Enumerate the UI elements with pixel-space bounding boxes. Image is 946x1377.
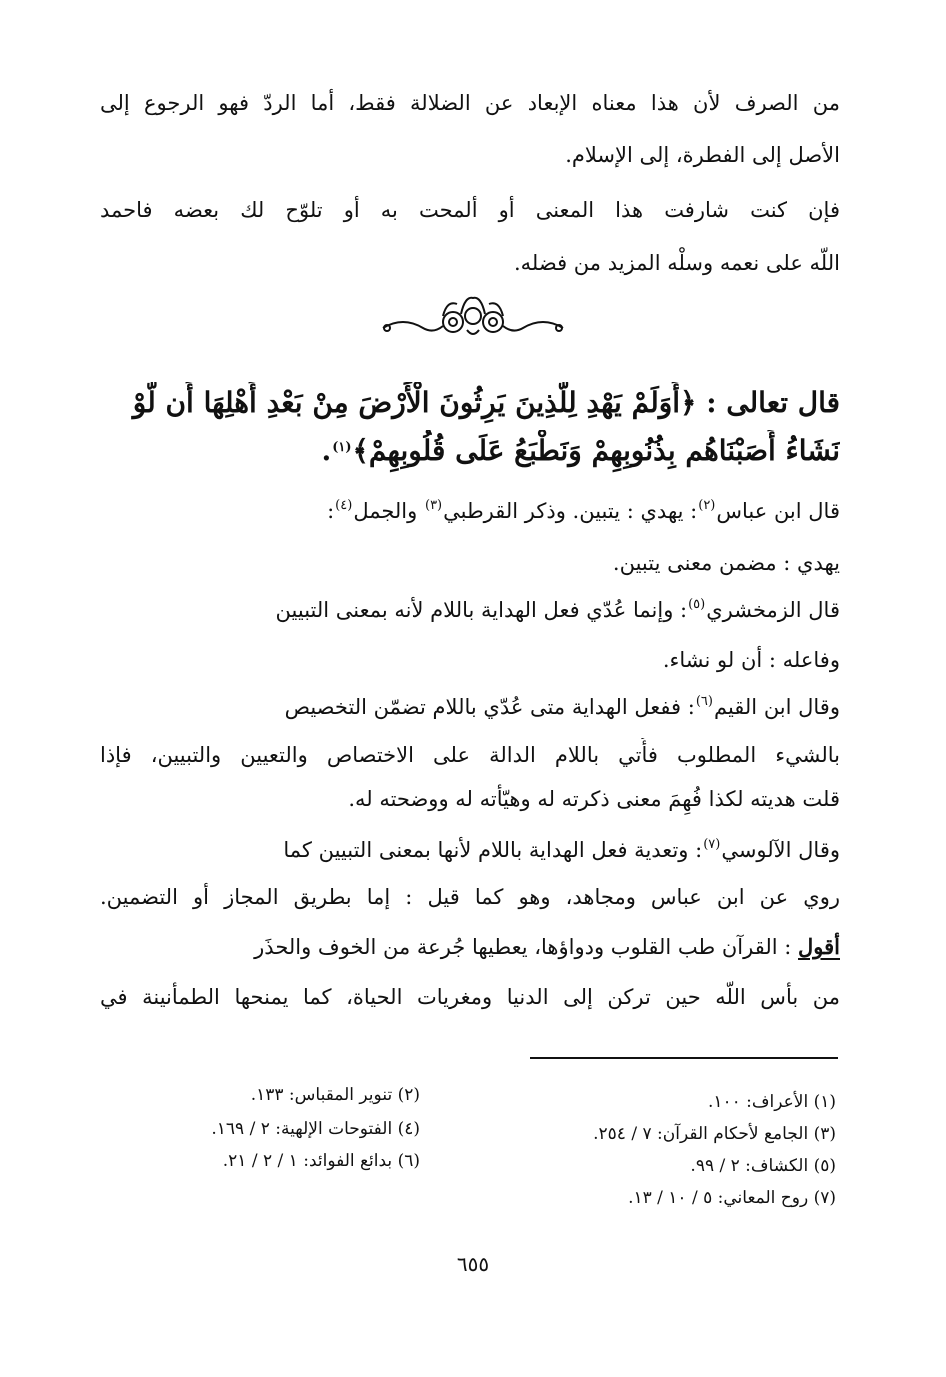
paragraph-2-line-2: اللّه على نعمه وسلْه المزيد من فضله. [513, 251, 840, 275]
footnote-6: (٦) بدائع الفوائد: ١ / ٢ / ٢١. [222, 1151, 420, 1171]
paragraph-4-text-b: : وإنما عُدّي فعل الهداية باللام لأنه بمعنى التبيين [275, 598, 688, 622]
paragraph-5-line-3: قلت هديته لكذا فُهِمَ معنى ذكرته له وهيّأته له ووضحته له. [348, 787, 840, 811]
paragraph-3-line-2: يهدي : مضمن معنى يتبين. [612, 551, 840, 575]
footnote-3: (٣) الجامع لأحكام القرآن: ٧ / ٢٥٤. [593, 1124, 836, 1144]
paragraph-2-line-1: فإن كنت شارفت هذا المعنى أو ألمحت به أو تلوّح لك بعضه فاحمد [100, 198, 840, 222]
verse-text-1: ﴿أَوَلَمْ يَهْدِ لِلَّذِينَ يَرِثُونَ الْأَرْضَ مِنْ بَعْدِ أَهْلِهَا أَن لَّوْ [132, 386, 697, 419]
verse-line-1 [100, 382, 840, 424]
verse-period: . [321, 434, 332, 467]
footnote-ref-2: (٢) [698, 498, 716, 513]
footnote-7: (٧) روح المعاني: ٥ / ١٠ / ١٣. [628, 1188, 836, 1208]
footnote-ref-1: (١) [332, 440, 352, 455]
footnote-ref-7: (٧) [703, 837, 721, 852]
paragraph-4-line-2: وفاعله : أن لو نشاء. [662, 648, 840, 672]
paragraph-4-line-1 [100, 593, 840, 631]
footnote-4: (٤) الفتوحات الإلهية: ٢ / ١٦٩. [211, 1119, 420, 1139]
paragraph-3-text-b: : يهدي : يتبين. وذكر القرطبي [443, 499, 698, 523]
paragraph-7-line-1 [100, 930, 840, 964]
paragraph-5-text-b: : ففعل الهداية متى عُدّي باللام تضمّن التخصيص [284, 695, 695, 719]
footnote-ref-6: (٦) [695, 694, 713, 709]
footnote-5: (٥) الكشاف: ٢ / ٩٩. [690, 1156, 836, 1176]
paragraph-5-line-1 [100, 690, 840, 728]
footnote-1: (١) الأعراف: ١٠٠. [707, 1092, 836, 1112]
verse-intro: قال تعالى : [706, 386, 840, 419]
floral-divider-icon [373, 286, 573, 346]
verse-line-2 [100, 430, 840, 478]
footnote-ref-4: (٤) [335, 498, 353, 513]
paragraph-1-line-2: الأصل إلى الفطرة، إلى الإسلام. [565, 143, 840, 167]
paragraph-6-text-a: وقال الآلوسي [721, 838, 840, 862]
paragraph-5-line-2: بالشيء المطلوب فأُتي باللام الدالة على الاختصاص والتعيين والتبيين، فإذا [100, 743, 840, 767]
paragraph-1-line-1: من الصرف لأن هذا معناه الإبعاد عن الضلالة فقط، أما الردّ فهو الرجوع إلى [100, 91, 840, 115]
paragraph-3-line-1 [100, 494, 840, 532]
footnote-separator [530, 1057, 838, 1059]
paragraph-6-text-b: : وتعدية فعل الهداية باللام لأنها بمعنى التبيين كما [283, 838, 703, 862]
paragraph-7-lead-word: أقول [798, 934, 840, 959]
paragraph-3-text-c: والجمل [353, 499, 418, 523]
paragraph-6-line-2: روي عن ابن عباس ومجاهد، وهو كما قيل : إما بطريق المجاز أو التضمين. [100, 885, 840, 909]
paragraph-4-text-a: قال الزمخشري [706, 598, 840, 622]
paragraph-7-text-a: : القرآن طب القلوب ودواؤها، يعطيها جُرعة من الخوف والحذَر [254, 935, 799, 959]
paragraph-5-text-a: وقال ابن القيم [713, 695, 840, 719]
paragraph-3-text-a: قال ابن عباس [716, 499, 840, 523]
page-number: ٦٥٥ [456, 1252, 490, 1276]
paragraph-6-line-1 [100, 833, 840, 871]
footnote-2: (٢) تنوير المقباس: ١٣٣. [250, 1085, 420, 1105]
verse-text-2: نَشَاءُ أَصَبْنَاهُم بِذُنُوبِهِمْ وَنَطْبَعُ عَلَى قُلُوبِهِمْ﴾ [352, 434, 840, 467]
paragraph-3-text-d: : [327, 499, 335, 523]
paragraph-7-line-2: من بأس اللّه حين تركن إلى الدنيا ومغريات الحياة، كما يمنحها الطمأنينة في [100, 985, 840, 1009]
footnote-ref-3: (٣) [424, 498, 443, 513]
footnote-ref-5: (٥) [688, 597, 706, 612]
